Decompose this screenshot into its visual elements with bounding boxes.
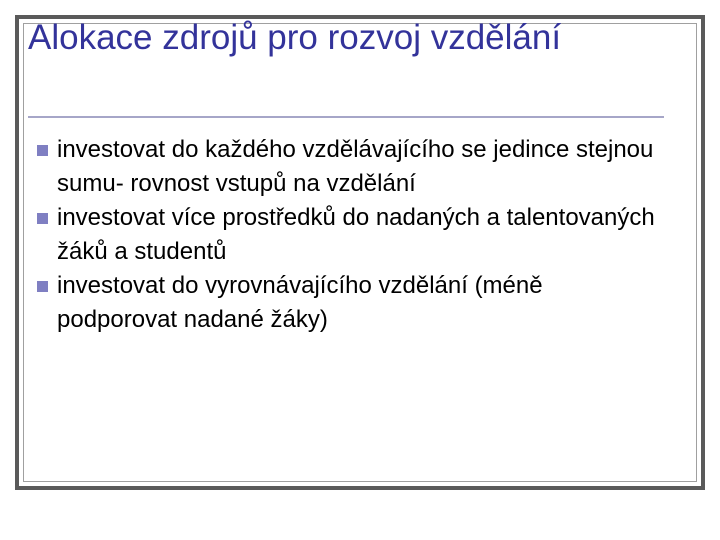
slide-title: Alokace zdrojů pro rozvoj vzdělání <box>28 18 562 57</box>
bullet-text: investovat do vyrovnávajícího vzdělání (méně podporovat nadané žáky) <box>57 272 543 333</box>
bullet-item <box>37 201 667 269</box>
bullet-item <box>37 269 667 337</box>
bullet-item <box>37 133 667 201</box>
square-bullet-icon <box>37 145 48 156</box>
bullet-list <box>37 133 667 337</box>
square-bullet-icon <box>37 213 48 224</box>
title-divider <box>28 116 664 118</box>
bullet-text: investovat do každého vzdělávajícího se jedince stejnou sumu- rovnost vstupů na vzdělání <box>57 136 654 197</box>
bullet-text: investovat více prostředků do nadaných a talentovaných žáků a studentů <box>57 204 655 265</box>
square-bullet-icon <box>37 281 48 292</box>
